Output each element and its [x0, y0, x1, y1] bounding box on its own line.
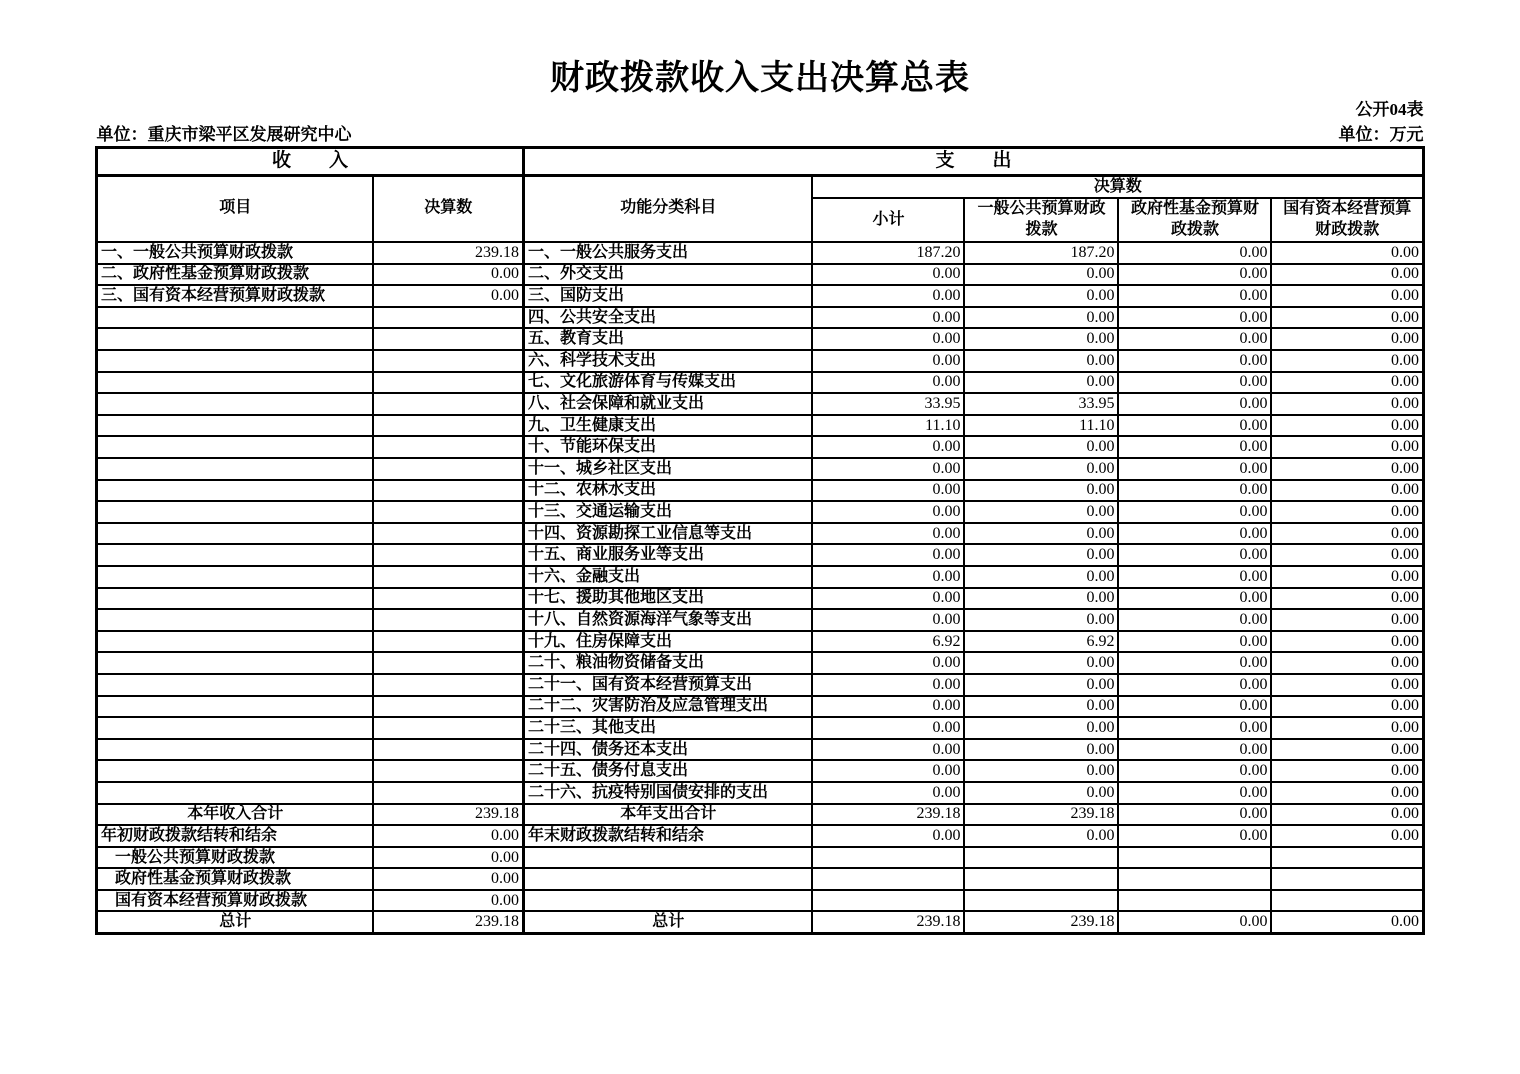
expense-state-capital-cell	[1271, 868, 1423, 890]
income-item-cell	[96, 609, 373, 631]
table-row	[96, 868, 1423, 890]
table-body	[96, 242, 1423, 933]
expense-item-cell: 二十一、国有资本经营预算支出	[523, 674, 812, 696]
expense-state-capital-cell: 0.00	[1271, 631, 1423, 653]
table-row	[96, 480, 1423, 502]
income-item-cell	[96, 307, 373, 329]
expense-subtotal-cell: 0.00	[812, 674, 964, 696]
income-item-cell	[96, 674, 373, 696]
expense-govt-fund-cell	[1118, 847, 1271, 869]
table-row	[96, 588, 1423, 610]
income-item-cell	[96, 717, 373, 739]
expense-govt-fund-cell: 0.00	[1118, 285, 1271, 307]
table-row	[96, 696, 1423, 718]
expense-subtotal-cell: 0.00	[812, 350, 964, 372]
expense-govt-fund-cell: 0.00	[1118, 717, 1271, 739]
income-value-cell	[373, 717, 523, 739]
income-value-cell	[373, 760, 523, 782]
expense-govt-fund-cell	[1118, 868, 1271, 890]
expense-general-budget-cell: 0.00	[964, 328, 1118, 350]
expense-state-capital-cell: 0.00	[1271, 264, 1423, 286]
income-item-cell	[96, 328, 373, 350]
expense-general-budget-cell: 0.00	[964, 588, 1118, 610]
fiscal-appropriation-table	[95, 146, 1425, 935]
expense-general-budget-cell	[964, 890, 1118, 912]
expense-govt-fund-cell: 0.00	[1118, 436, 1271, 458]
expense-state-capital-cell: 0.00	[1271, 804, 1423, 826]
expense-item-cell: 一、一般公共服务支出	[523, 242, 812, 264]
expense-item-cell: 六、科学技术支出	[523, 350, 812, 372]
expense-item-cell: 四、公共安全支出	[523, 307, 812, 329]
subtotal-header: 小计	[812, 198, 964, 242]
income-amount-header: 决算数	[373, 175, 523, 242]
income-value-cell	[373, 393, 523, 415]
expense-state-capital-cell: 0.00	[1271, 307, 1423, 329]
income-value-cell	[373, 696, 523, 718]
income-item-cell: 年初财政拨款结转和结余	[96, 825, 373, 847]
expense-item-cell: 二十六、抗疫特别国债安排的支出	[523, 782, 812, 804]
income-value-cell	[373, 674, 523, 696]
table-row	[96, 436, 1423, 458]
expense-subtotal-cell	[812, 868, 964, 890]
expense-subtotal-cell: 0.00	[812, 717, 964, 739]
expense-subtotal-cell	[812, 847, 964, 869]
table-row	[96, 782, 1423, 804]
expense-state-capital-cell: 0.00	[1271, 911, 1423, 933]
expense-govt-fund-cell: 0.00	[1118, 523, 1271, 545]
page-title: 财政拨款收入支出决算总表	[550, 60, 970, 97]
expense-state-capital-cell: 0.00	[1271, 523, 1423, 545]
expense-govt-fund-cell: 0.00	[1118, 458, 1271, 480]
expense-general-budget-cell	[964, 847, 1118, 869]
expense-govt-fund-cell: 0.00	[1118, 804, 1271, 826]
expense-govt-fund-cell: 0.00	[1118, 674, 1271, 696]
expense-state-capital-cell: 0.00	[1271, 372, 1423, 394]
income-value-cell	[373, 350, 523, 372]
expense-state-capital-cell: 0.00	[1271, 350, 1423, 372]
state-capital-header: 国有资本经营预算财政拨款	[1271, 198, 1423, 242]
expense-subtotal-cell: 0.00	[812, 739, 964, 761]
expense-govt-fund-cell: 0.00	[1118, 566, 1271, 588]
expense-subtotal-cell: 0.00	[812, 609, 964, 631]
income-item-cell	[96, 350, 373, 372]
income-item-cell	[96, 739, 373, 761]
income-value-cell: 0.00	[373, 264, 523, 286]
income-item-cell: 三、国有资本经营预算财政拨款	[96, 285, 373, 307]
expense-item-cell: 二、外交支出	[523, 264, 812, 286]
expense-state-capital-cell	[1271, 847, 1423, 869]
table-row	[96, 307, 1423, 329]
expense-general-budget-cell: 0.00	[964, 717, 1118, 739]
expense-subtotal-cell: 0.00	[812, 480, 964, 502]
expense-subtotal-cell: 33.95	[812, 393, 964, 415]
expense-subtotal-cell: 187.20	[812, 242, 964, 264]
expense-subtotal-cell: 0.00	[812, 544, 964, 566]
income-item-cell: 国有资本经营预算财政拨款	[96, 890, 373, 912]
expense-govt-fund-cell: 0.00	[1118, 696, 1271, 718]
expense-general-budget-cell: 239.18	[964, 804, 1118, 826]
expense-item-cell: 二十二、灾害防治及应急管理支出	[523, 696, 812, 718]
expense-general-budget-cell: 0.00	[964, 609, 1118, 631]
expense-general-budget-cell: 0.00	[964, 825, 1118, 847]
income-item-cell	[96, 523, 373, 545]
expense-state-capital-cell: 0.00	[1271, 825, 1423, 847]
table-row	[96, 847, 1423, 869]
income-value-cell	[373, 739, 523, 761]
income-section-header: 收 入	[96, 148, 523, 176]
expense-subtotal-cell: 0.00	[812, 501, 964, 523]
expense-subtotal-cell: 0.00	[812, 285, 964, 307]
expense-govt-fund-cell: 0.00	[1118, 825, 1271, 847]
income-value-cell	[373, 588, 523, 610]
expense-state-capital-cell: 0.00	[1271, 674, 1423, 696]
income-item-cell	[96, 436, 373, 458]
expense-subtotal-cell: 0.00	[812, 372, 964, 394]
table-row	[96, 544, 1423, 566]
expense-item-cell	[523, 847, 812, 869]
table-row	[96, 350, 1423, 372]
income-value-cell	[373, 652, 523, 674]
expense-govt-fund-cell: 0.00	[1118, 372, 1271, 394]
expense-govt-fund-cell: 0.00	[1118, 264, 1271, 286]
meta-line	[97, 126, 1424, 144]
expense-general-budget-cell: 0.00	[964, 350, 1118, 372]
income-value-cell	[373, 328, 523, 350]
income-item-cell: 政府性基金预算财政拨款	[96, 868, 373, 890]
income-value-cell	[373, 436, 523, 458]
expense-subtotal-cell: 6.92	[812, 631, 964, 653]
table-row	[96, 458, 1423, 480]
expense-general-budget-cell: 0.00	[964, 372, 1118, 394]
expense-general-budget-cell: 0.00	[964, 696, 1118, 718]
expenditure-section-header: 支 出	[523, 148, 1423, 176]
expense-govt-fund-cell: 0.00	[1118, 350, 1271, 372]
section-header-row	[96, 148, 1423, 176]
income-item-cell: 一般公共预算财政拨款	[96, 847, 373, 869]
unit-label: 单位：万元	[1338, 125, 1424, 144]
expense-govt-fund-cell: 0.00	[1118, 307, 1271, 329]
expense-state-capital-cell: 0.00	[1271, 609, 1423, 631]
table-row	[96, 804, 1423, 826]
income-value-cell	[373, 480, 523, 502]
expense-state-capital-cell: 0.00	[1271, 328, 1423, 350]
expense-general-budget-cell: 0.00	[964, 436, 1118, 458]
expense-item-cell: 二十四、债务还本支出	[523, 739, 812, 761]
expense-item-cell: 十、节能环保支出	[523, 436, 812, 458]
table-row	[96, 825, 1423, 847]
expense-general-budget-cell: 0.00	[964, 760, 1118, 782]
expense-state-capital-cell: 0.00	[1271, 544, 1423, 566]
expense-item-cell: 五、教育支出	[523, 328, 812, 350]
expense-subtotal-cell: 0.00	[812, 782, 964, 804]
expense-subtotal-cell: 0.00	[812, 264, 964, 286]
expense-item-cell: 八、社会保障和就业支出	[523, 393, 812, 415]
table-row	[96, 652, 1423, 674]
expense-general-budget-cell: 0.00	[964, 652, 1118, 674]
table-row	[96, 911, 1423, 933]
income-value-cell: 0.00	[373, 285, 523, 307]
income-item-cell	[96, 501, 373, 523]
expense-state-capital-cell: 0.00	[1271, 501, 1423, 523]
expense-item-cell: 十九、住房保障支出	[523, 631, 812, 653]
income-item-cell	[96, 588, 373, 610]
expense-general-budget-cell: 0.00	[964, 264, 1118, 286]
income-item-cell: 总计	[96, 911, 373, 933]
table-row	[96, 328, 1423, 350]
amount-group-header: 决算数	[812, 175, 1423, 198]
expense-state-capital-cell: 0.00	[1271, 415, 1423, 437]
expense-item-cell: 十五、商业服务业等支出	[523, 544, 812, 566]
expense-general-budget-cell: 187.20	[964, 242, 1118, 264]
income-item-cell	[96, 372, 373, 394]
income-item-cell	[96, 480, 373, 502]
general-budget-header: 一般公共预算财政拨款	[964, 198, 1118, 242]
income-value-cell: 239.18	[373, 911, 523, 933]
expense-govt-fund-cell: 0.00	[1118, 544, 1271, 566]
expense-subtotal-cell: 0.00	[812, 566, 964, 588]
expense-govt-fund-cell: 0.00	[1118, 652, 1271, 674]
expense-item-cell: 十一、城乡社区支出	[523, 458, 812, 480]
expense-subtotal-cell: 0.00	[812, 307, 964, 329]
income-item-cell	[96, 760, 373, 782]
income-value-cell	[373, 415, 523, 437]
table-row	[96, 674, 1423, 696]
table-row	[96, 242, 1423, 264]
expense-item-cell: 十六、金融支出	[523, 566, 812, 588]
table-row	[96, 631, 1423, 653]
govt-fund-header: 政府性基金预算财政拨款	[1118, 198, 1271, 242]
expense-govt-fund-cell: 0.00	[1118, 911, 1271, 933]
income-item-cell	[96, 631, 373, 653]
income-value-cell	[373, 566, 523, 588]
expense-state-capital-cell: 0.00	[1271, 696, 1423, 718]
expense-general-budget-cell: 0.00	[964, 544, 1118, 566]
expense-govt-fund-cell: 0.00	[1118, 782, 1271, 804]
income-value-cell	[373, 609, 523, 631]
income-value-cell	[373, 501, 523, 523]
expense-govt-fund-cell: 0.00	[1118, 760, 1271, 782]
expense-govt-fund-cell: 0.00	[1118, 393, 1271, 415]
expense-govt-fund-cell: 0.00	[1118, 242, 1271, 264]
income-item-cell	[96, 415, 373, 437]
income-value-cell	[373, 544, 523, 566]
income-value-cell	[373, 458, 523, 480]
income-item-cell	[96, 696, 373, 718]
expense-state-capital-cell: 0.00	[1271, 739, 1423, 761]
expense-general-budget-cell: 0.00	[964, 523, 1118, 545]
expense-item-cell: 七、文化旅游体育与传媒支出	[523, 372, 812, 394]
expense-general-budget-cell: 0.00	[964, 307, 1118, 329]
table-row	[96, 501, 1423, 523]
expense-govt-fund-cell: 0.00	[1118, 480, 1271, 502]
expense-subtotal-cell: 0.00	[812, 588, 964, 610]
income-item-cell	[96, 544, 373, 566]
expense-general-budget-cell: 0.00	[964, 458, 1118, 480]
expense-general-budget-cell: 0.00	[964, 566, 1118, 588]
expense-general-budget-cell: 11.10	[964, 415, 1118, 437]
expense-state-capital-cell: 0.00	[1271, 717, 1423, 739]
expense-govt-fund-cell	[1118, 890, 1271, 912]
expense-item-cell: 总计	[523, 911, 812, 933]
expense-item-cell: 二十五、债务付息支出	[523, 760, 812, 782]
expense-subtotal-cell: 0.00	[812, 436, 964, 458]
income-value-cell	[373, 307, 523, 329]
expense-govt-fund-cell: 0.00	[1118, 415, 1271, 437]
expense-general-budget-cell: 0.00	[964, 782, 1118, 804]
column-header-row-1	[96, 175, 1423, 198]
income-item-cell	[96, 458, 373, 480]
expense-general-budget-cell: 0.00	[964, 674, 1118, 696]
expense-state-capital-cell: 0.00	[1271, 588, 1423, 610]
expense-subtotal-cell: 0.00	[812, 523, 964, 545]
expense-item-cell	[523, 890, 812, 912]
expense-item-cell: 三、国防支出	[523, 285, 812, 307]
table-row	[96, 523, 1423, 545]
expense-general-budget-cell: 6.92	[964, 631, 1118, 653]
income-item-cell: 一、一般公共预算财政拨款	[96, 242, 373, 264]
table-row	[96, 566, 1423, 588]
expense-subtotal-cell: 239.18	[812, 804, 964, 826]
expense-state-capital-cell: 0.00	[1271, 760, 1423, 782]
expense-state-capital-cell: 0.00	[1271, 393, 1423, 415]
expense-subtotal-cell	[812, 890, 964, 912]
expense-subtotal-cell: 0.00	[812, 652, 964, 674]
income-value-cell	[373, 372, 523, 394]
expense-item-cell: 二十、粮油物资储备支出	[523, 652, 812, 674]
income-value-cell: 0.00	[373, 847, 523, 869]
income-value-cell: 0.00	[373, 868, 523, 890]
income-value-cell: 239.18	[373, 804, 523, 826]
functional-subject-header: 功能分类科目	[523, 175, 812, 242]
expense-item-cell	[523, 868, 812, 890]
income-value-cell	[373, 782, 523, 804]
table-row	[96, 393, 1423, 415]
expense-item-cell: 年末财政拨款结转和结余	[523, 825, 812, 847]
expense-govt-fund-cell: 0.00	[1118, 501, 1271, 523]
table-row	[96, 285, 1423, 307]
expense-general-budget-cell: 0.00	[964, 285, 1118, 307]
income-item-cell: 本年收入合计	[96, 804, 373, 826]
expense-govt-fund-cell: 0.00	[1118, 739, 1271, 761]
expense-item-cell: 二十三、其他支出	[523, 717, 812, 739]
table-row	[96, 739, 1423, 761]
expense-subtotal-cell: 0.00	[812, 458, 964, 480]
expense-general-budget-cell: 239.18	[964, 911, 1118, 933]
expense-general-budget-cell: 0.00	[964, 739, 1118, 761]
expense-general-budget-cell: 33.95	[964, 393, 1118, 415]
expense-general-budget-cell: 0.00	[964, 501, 1118, 523]
expense-state-capital-cell: 0.00	[1271, 652, 1423, 674]
expense-state-capital-cell: 0.00	[1271, 458, 1423, 480]
income-value-cell: 239.18	[373, 242, 523, 264]
expense-state-capital-cell: 0.00	[1271, 285, 1423, 307]
table-row	[96, 890, 1423, 912]
expense-state-capital-cell: 0.00	[1271, 242, 1423, 264]
expense-item-cell: 本年支出合计	[523, 804, 812, 826]
table-row	[96, 760, 1423, 782]
table-row	[96, 415, 1423, 437]
expense-govt-fund-cell: 0.00	[1118, 328, 1271, 350]
income-item-cell	[96, 782, 373, 804]
table-row	[96, 609, 1423, 631]
expense-item-cell: 十八、自然资源海洋气象等支出	[523, 609, 812, 631]
expense-item-cell: 十七、援助其他地区支出	[523, 588, 812, 610]
table-code: 公开04表	[1355, 100, 1424, 119]
table-row	[96, 372, 1423, 394]
expense-subtotal-cell: 0.00	[812, 696, 964, 718]
expense-state-capital-cell	[1271, 890, 1423, 912]
expense-item-cell: 十二、农林水支出	[523, 480, 812, 502]
item-header: 项目	[96, 175, 373, 242]
expense-subtotal-cell: 0.00	[812, 328, 964, 350]
expense-item-cell: 十三、交通运输支出	[523, 501, 812, 523]
income-item-cell	[96, 652, 373, 674]
expense-subtotal-cell: 0.00	[812, 760, 964, 782]
expense-subtotal-cell: 0.00	[812, 825, 964, 847]
expense-subtotal-cell: 11.10	[812, 415, 964, 437]
table-row	[96, 264, 1423, 286]
expense-item-cell: 九、卫生健康支出	[523, 415, 812, 437]
expense-general-budget-cell	[964, 868, 1118, 890]
income-value-cell: 0.00	[373, 825, 523, 847]
table-row	[96, 717, 1423, 739]
expense-general-budget-cell: 0.00	[964, 480, 1118, 502]
expense-govt-fund-cell: 0.00	[1118, 631, 1271, 653]
expense-govt-fund-cell: 0.00	[1118, 588, 1271, 610]
income-value-cell	[373, 523, 523, 545]
income-item-cell	[96, 393, 373, 415]
income-value-cell	[373, 631, 523, 653]
expense-state-capital-cell: 0.00	[1271, 782, 1423, 804]
expense-subtotal-cell: 239.18	[812, 911, 964, 933]
expense-state-capital-cell: 0.00	[1271, 480, 1423, 502]
income-value-cell: 0.00	[373, 890, 523, 912]
org-label: 单位：重庆市梁平区发展研究中心	[96, 125, 352, 144]
expense-item-cell: 十四、资源勘探工业信息等支出	[523, 523, 812, 545]
income-item-cell	[96, 566, 373, 588]
expense-state-capital-cell: 0.00	[1271, 566, 1423, 588]
expense-state-capital-cell: 0.00	[1271, 436, 1423, 458]
expense-govt-fund-cell: 0.00	[1118, 609, 1271, 631]
income-item-cell: 二、政府性基金预算财政拨款	[96, 264, 373, 286]
